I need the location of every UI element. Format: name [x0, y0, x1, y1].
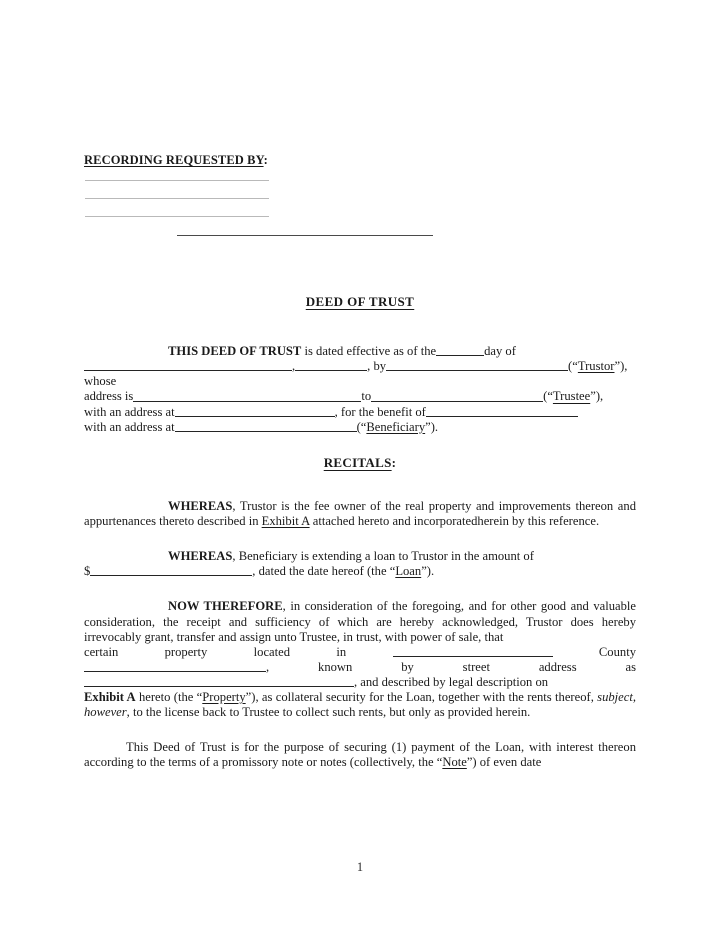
whereas2-text-a: , Beneficiary is extending a loan to Trustor in the amount of: [232, 549, 534, 564]
recording-return-address-rule[interactable]: [177, 235, 433, 236]
recording-blank-line-1[interactable]: [85, 180, 269, 181]
recording-blank-lines: [84, 180, 636, 217]
word-street: street: [462, 659, 490, 674]
intro-paragraph: [84, 344, 636, 359]
intro-line2-b: , by: [367, 359, 387, 374]
intro-line3-d: ”),: [590, 389, 604, 404]
dollar-sign: $: [84, 564, 91, 579]
word-known: known: [318, 659, 353, 674]
now-therefore-text-a: , in consideration of the foregoing, and for other good and valuable consideration, the receipt and sufficiency of which are hereby acknowledged, Trustor does hereby irrevocably grant, transfer and assign unto Trustee, in trust, with power of sale, that: [84, 599, 636, 644]
closing-text-a: This Deed of Trust is for the purpose of securing (1) payment of the Loan, with interest thereon according to the terms of a promissory note or notes (collectively, the “: [84, 740, 636, 770]
spacer-between-whereas: [84, 529, 636, 549]
now-therefore-text-d: ”), as collateral security for the Loan, together with the rents thereof,: [245, 690, 598, 705]
recording-blank-line-2[interactable]: [85, 198, 269, 199]
intro-line-5: [84, 420, 636, 435]
whereas1-text-a: , Trustor is the fee owner of the real property and improvements thereon and appurtenances thereto described in: [84, 498, 636, 529]
reference-exhibit-a-2: Exhibit A: [84, 690, 136, 705]
now-therefore-line-known: [84, 660, 636, 675]
now-therefore-text-c: hereto (the “: [135, 690, 203, 705]
intro-line5-a: with an address at: [84, 419, 175, 434]
spacer-after-recitals-heading: [84, 471, 636, 499]
intro-line2-d: ”), whose: [84, 359, 628, 389]
term-note: Note: [442, 755, 467, 770]
intro-line3-c: (“: [543, 389, 553, 404]
blank-street-address[interactable]: [84, 675, 354, 687]
reference-exhibit-a-1: Exhibit A: [261, 514, 310, 529]
word-by: by: [401, 659, 414, 674]
now-therefore-lead: NOW THEREFORE: [168, 599, 283, 614]
word-county: County: [598, 644, 636, 659]
term-beneficiary: Beneficiary: [366, 419, 426, 434]
whereas2-text-c: ”).: [421, 564, 435, 579]
blank-date[interactable]: [295, 359, 367, 371]
intro-line4-b: , for the benefit of: [334, 404, 426, 419]
recording-blank-line-3[interactable]: [85, 216, 269, 217]
intro-lead: THIS DEED OF TRUST: [168, 344, 302, 359]
now-therefore-text-e: , to the license back to Trustee to collect such rents, but only as provided herein.: [126, 705, 531, 720]
whereas1-text-b: attached hereto and incorporatedherein by this reference.: [309, 514, 600, 529]
whereas1-lead: WHEREAS: [168, 498, 233, 513]
recitals-heading-text: RECITALS: [323, 454, 392, 470]
intro-line-2: [84, 359, 636, 389]
page-title: [84, 294, 636, 310]
term-loan: Loan: [395, 564, 422, 579]
word-address: address: [538, 659, 577, 674]
closing-paragraph: [84, 740, 636, 770]
blank-trustor-address[interactable]: [133, 389, 361, 401]
spacer-before-recitals: [84, 435, 636, 455]
intro-line1-a: is dated effective as of the: [304, 344, 437, 359]
intro-line3-a: address is: [84, 389, 134, 404]
page-title-text: DEED OF TRUST: [305, 294, 415, 309]
word-located: located: [253, 644, 291, 659]
now-therefore-line-legal: [84, 675, 636, 690]
comma-after-location: ,: [266, 659, 270, 674]
intro-line-3: [84, 389, 636, 404]
recitals-heading: [84, 455, 636, 471]
blank-day[interactable]: [436, 344, 484, 356]
term-property: Property: [202, 690, 246, 705]
whereas-paragraph-2: [84, 549, 636, 564]
whereas-paragraph-1: [84, 499, 636, 529]
word-in: in: [336, 644, 347, 659]
now-therefore-paragraph: [84, 599, 636, 644]
blank-month-year[interactable]: [84, 359, 292, 371]
intro-line1-b: day of: [484, 344, 516, 359]
blank-property-location[interactable]: [84, 660, 266, 672]
now-therefore-text-b: , and described by legal description on: [354, 675, 549, 690]
recording-heading-text: RECORDING REQUESTED BY: [84, 153, 264, 167]
intro-line4-a: with an address at: [84, 404, 175, 419]
word-property: property: [164, 644, 208, 659]
phrase-subject-however: subject, however: [84, 690, 636, 720]
spacer-before-now-therefore: [84, 579, 636, 599]
whereas2-text-b: , dated the date hereof (the “: [252, 564, 396, 579]
now-therefore-line-county: [84, 645, 636, 660]
intro-line-4: [84, 405, 636, 420]
recitals-heading-colon: :: [391, 454, 397, 470]
intro-line5-b: (“: [356, 419, 367, 434]
blank-county[interactable]: [393, 645, 553, 657]
whereas2-lead: WHEREAS: [168, 549, 233, 564]
intro-line2-c: (“: [568, 359, 578, 374]
whereas-2-line-2: [84, 564, 636, 579]
blank-beneficiary-name[interactable]: [426, 405, 578, 417]
closing-text-b: ”) of even date: [466, 755, 542, 770]
document-content: [84, 152, 636, 771]
word-as: as: [625, 659, 636, 674]
blank-beneficiary-address[interactable]: [175, 420, 357, 432]
recording-requested-by-heading: [84, 152, 636, 168]
now-therefore-continuation: [84, 690, 636, 720]
term-trustor: Trustor: [577, 359, 615, 374]
intro-line3-b: to: [361, 389, 372, 404]
recording-heading-colon: :: [263, 153, 268, 167]
page-number: 1: [356, 860, 364, 874]
blank-trustee-name[interactable]: [371, 389, 543, 401]
blank-trustee-address[interactable]: [175, 405, 335, 417]
word-certain: certain: [84, 644, 119, 659]
term-trustee: Trustee: [552, 389, 591, 404]
spacer-after-title: [84, 310, 636, 344]
intro-line5-c: ”).: [425, 419, 439, 434]
intro-line2-a: ,: [292, 359, 296, 374]
blank-trustor-name[interactable]: [386, 359, 568, 371]
spacer-before-closing: [84, 720, 636, 740]
blank-loan-amount[interactable]: [90, 564, 252, 576]
